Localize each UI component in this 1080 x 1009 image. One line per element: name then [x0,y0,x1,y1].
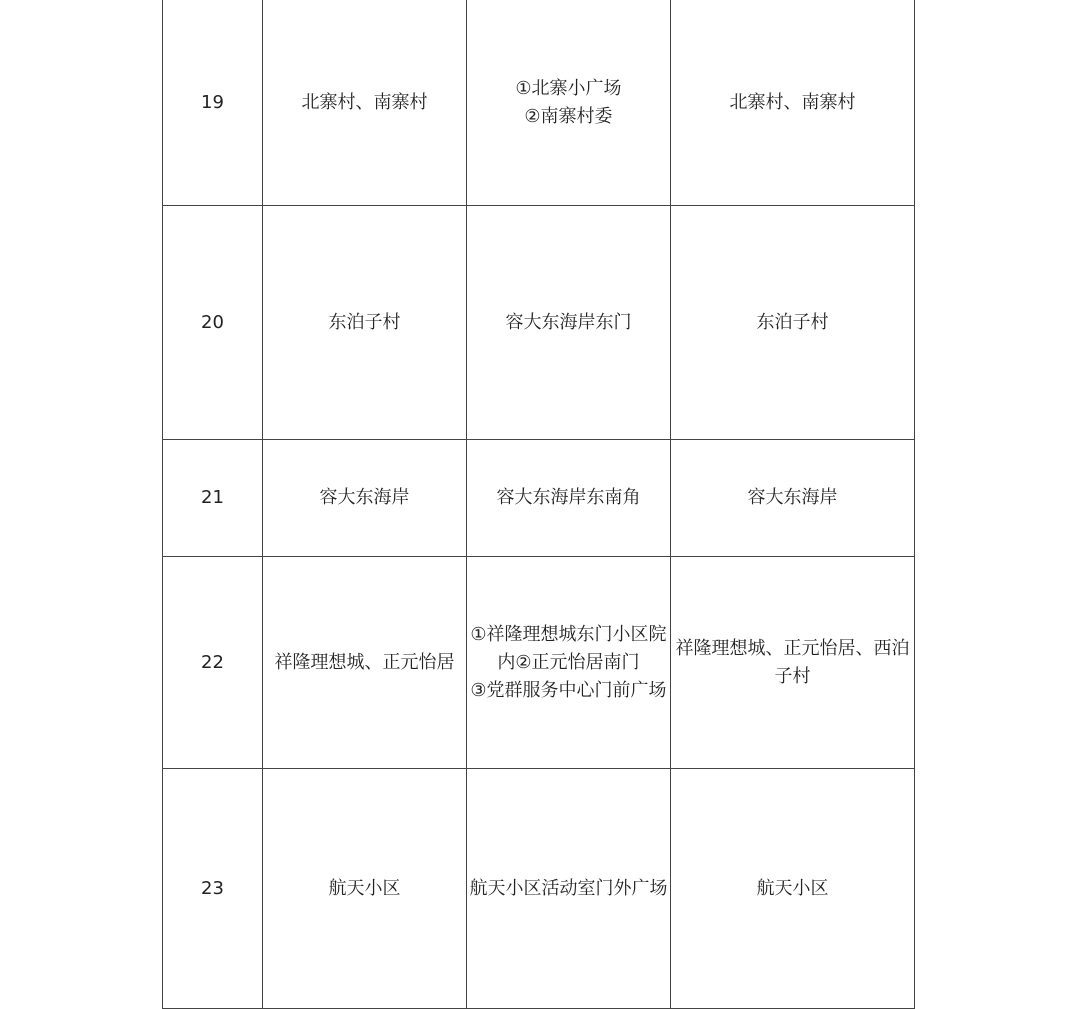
location-line: ①祥隆理想城东门小区院 [470,623,667,645]
table-row [163,206,915,440]
location-cell [467,440,671,557]
location-line: ①北寨小广场 [515,77,622,99]
scope-line: 容大东海岸 [747,487,838,508]
location-cell [467,557,671,769]
location-line: ③党群服务中心门前广场 [470,679,667,701]
area-cell: 航天小区 [263,769,467,1009]
table-row [163,557,915,769]
location-line: 容大东海岸东南角 [496,487,641,508]
row-number-cell: 20 [163,206,263,440]
location-line: ②南寨村委 [524,105,613,127]
area-cell: 容大东海岸 [263,440,467,557]
scope-cell [671,769,915,1009]
area-cell: 东泊子村 [263,206,467,440]
scope-cell [671,557,915,769]
scope-line: 北寨村、南寨村 [729,91,856,113]
area-cell: 北寨村、南寨村 [263,0,467,206]
location-line: 航天小区活动室门外广场 [469,877,668,899]
location-cell [467,769,671,1009]
row-number-cell: 19 [163,0,263,206]
location-cell [467,206,671,440]
row-number-cell: 22 [163,557,263,769]
location-line: 内②正元怡居南门 [497,651,640,673]
document-page [162,0,914,1009]
location-line: 容大东海岸东门 [505,311,632,333]
row-number-cell: 21 [163,440,263,557]
scope-line: 子村 [774,665,811,687]
scope-line: 祥隆理想城、正元怡居、西泊 [675,637,910,659]
area-cell: 祥隆理想城、正元怡居 [263,557,467,769]
table-row [163,0,915,206]
site-table [162,0,915,1009]
location-cell [467,0,671,206]
scope-cell [671,440,915,557]
row-number-cell: 23 [163,769,263,1009]
scope-line: 东泊子村 [756,311,829,333]
scope-line: 航天小区 [756,877,829,899]
table-row [163,769,915,1009]
scope-cell [671,0,915,206]
table-row [163,440,915,557]
scope-cell [671,206,915,440]
